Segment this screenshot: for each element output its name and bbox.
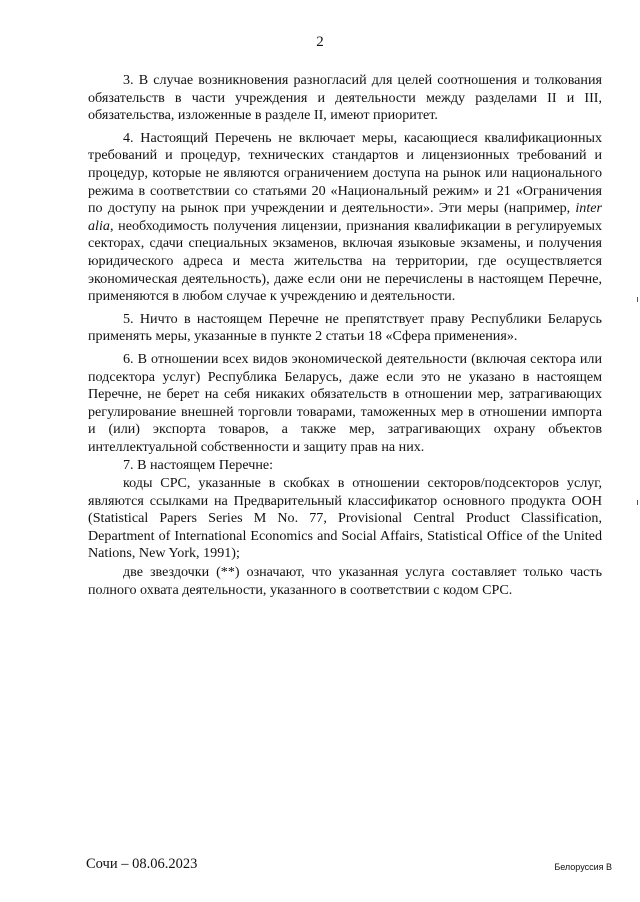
paragraph-6: 6. В отношении всех видов экономической деятельности (включая сектора или подсектора услуг) Республика Беларусь, даже если это не указано в настоящем Перечне, не берет на себя никаких обязательств в отношении мер, затрагивающих регулирование внешней торговли товарами, таможенных мер в отношении импорта и (или) экспорта товаров, а также мер, затрагивающих охрану объектов интеллектуальной собственности и защиту прав на них. (88, 350, 602, 455)
footer-doc-label: Белоруссия В (554, 862, 612, 872)
paragraph-4-text-b: , необходимость получения лицензии, признания квалификации в регулируемых секторах, сдачи специальных экзаменов, включая языковые экзамены, и получения юридического адреса и места жительства на территории, где осуществляется экономическая деятельность), даже если они не перечислены в настоящем Перечне, применяются в любом случае к учреждению и деятельности. (88, 217, 602, 305)
paragraph-4-latin-term: inter alia (88, 200, 602, 234)
paragraph-7-cpc-codes: коды CPC, указанные в скобках в отношении секторов/подсекторов услуг, являются ссылками на Предварительный классификатор основного продукта ООН (Statistical Papers Series M No. 77, Provisional Central Product Classification, Department of International Economics and Social Affairs, Statistical Office of the United Nations, New York, 1991); (88, 475, 602, 562)
paragraph-7-asterisks: две звездочки (**) означают, что указанная услуга составляет только часть полного охвата деятельности, указанного в соответствии с кодом CPC. (88, 564, 602, 598)
page-number: 2 (316, 34, 324, 50)
document-body (88, 72, 602, 604)
paragraph-5: 5. Ничто в настоящем Перечне не препятствует праву Республики Беларусь применять меры, указанные в пункте 2 статьи 18 «Сфера применения». (88, 310, 602, 345)
footer-place-date: Сочи – 08.06.2023 (86, 856, 198, 872)
scan-edge-mark (637, 297, 638, 302)
paragraph-7: 7. В настоящем Перечне: (123, 457, 274, 474)
paragraph-4-text-a: 4. Настоящий Перечень не включает меры, касающиеся квалификационных требований и процедур, технических стандартов и лицензионных требований и процедур, которые не являются ограничением доступа на рынок или национального режима в соответствии со статьями 20 «Национальный режим» и 21 «Ограничения по доступу на рынок при учреждении и деятельности». Эти меры (например, (88, 129, 602, 217)
paragraph-3: 3. В случае возникновения разногласий для целей соотношения и толкования обязательств в части учреждения и деятельности между разделами II и III, обязательства, изложенные в разделе II, имеют приоритет. (88, 72, 602, 124)
paragraph-4 (88, 130, 602, 306)
scan-edge-mark (637, 500, 638, 505)
